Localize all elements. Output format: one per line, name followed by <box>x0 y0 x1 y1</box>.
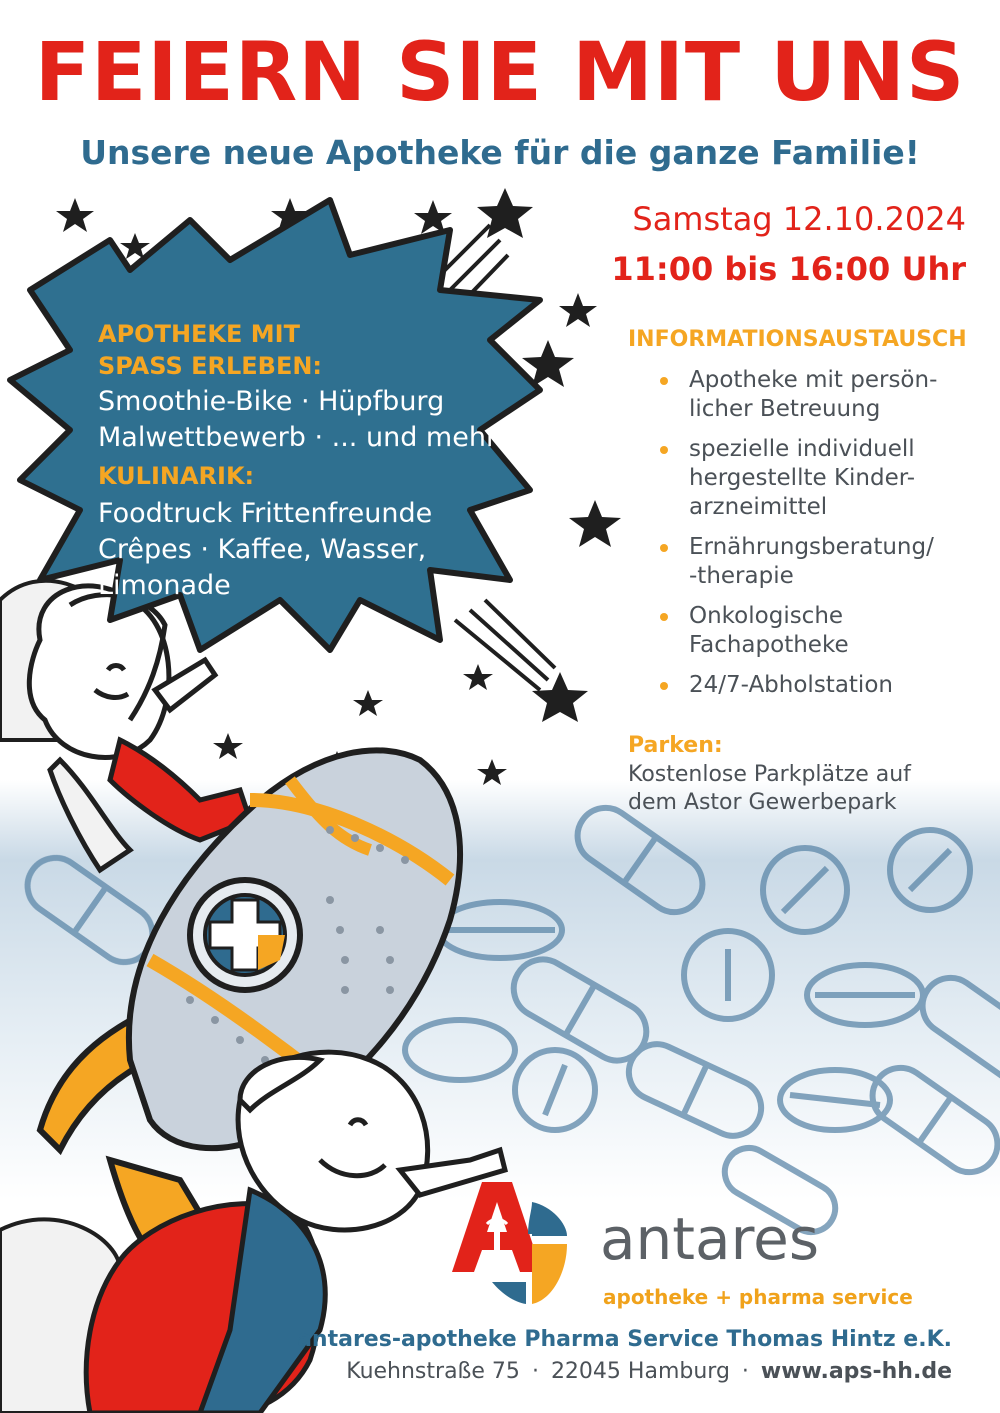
parking-text <box>628 761 988 817</box>
website-link[interactable]: www.aps-hh.de <box>760 1359 952 1384</box>
parking-line: dem Astor Gewerbepark <box>628 790 897 815</box>
event-time: 11:00 bis 16:00 Uhr <box>611 250 966 288</box>
list-item-text: 24/7-Abholstation <box>689 672 893 698</box>
list-item-text: hergestellte Kinder- <box>689 465 916 491</box>
info-list <box>660 366 980 711</box>
separator: · <box>531 1359 539 1384</box>
food-items-line3: Limonade <box>98 570 231 601</box>
event-date: Samstag 12.10.2024 <box>632 200 966 238</box>
fun-items-line2: Malwettbewerb · ... und mehr <box>98 422 498 453</box>
food-heading: KULINARIK: <box>98 462 255 490</box>
list-item <box>660 366 980 424</box>
list-item <box>660 435 980 522</box>
list-item-text: Apotheke mit persön- <box>689 367 938 393</box>
list-item-text: Onkologische <box>689 603 844 629</box>
bullet-icon <box>660 377 668 385</box>
separator: · <box>741 1359 749 1384</box>
parking-heading: Parken: <box>628 733 723 758</box>
list-item-text: arzneimittel <box>689 494 828 520</box>
page-title: FEIERN SIE MIT UNS <box>34 26 966 120</box>
list-item-text: -therapie <box>689 563 794 589</box>
apotheke-a-logo-icon <box>432 1172 592 1312</box>
list-item <box>660 533 980 591</box>
bullet-icon <box>660 544 668 552</box>
list-item-text: Ernährungsberatung/ <box>689 534 934 560</box>
parking-line: Kostenlose Parkplätze auf <box>628 762 911 787</box>
brand-name: antares <box>600 1205 820 1273</box>
list-item-text: Fachapotheke <box>689 632 849 658</box>
list-item-text: spezielle individuell <box>689 436 915 462</box>
list-item <box>660 671 980 700</box>
list-item <box>660 602 980 660</box>
fun-items-line1: Smoothie-Bike · Hüpfburg <box>98 386 445 417</box>
food-items-line2: Crêpes · Kaffee, Wasser, <box>98 534 427 565</box>
company-name: antares-apotheke Pharma Service Thomas Hintz e.K. <box>297 1327 952 1352</box>
fun-heading-line2: SPASS ERLEBEN: <box>98 352 323 380</box>
bullet-icon <box>660 446 668 454</box>
address-line <box>346 1357 952 1387</box>
city: 22045 Hamburg <box>550 1359 730 1384</box>
list-item-text: licher Betreuung <box>689 396 881 422</box>
page-subtitle: Unsere neue Apotheke für die ganze Familie! <box>80 133 920 172</box>
bullet-icon <box>660 682 668 690</box>
info-heading: INFORMATIONSAUSTAUSCH <box>628 327 967 352</box>
fun-heading-line1: APOTHEKE MIT <box>98 320 300 348</box>
bullet-icon <box>660 613 668 621</box>
brand-tagline: apotheke + pharma service <box>603 1285 913 1309</box>
street: Kuehnstraße 75 <box>346 1359 520 1384</box>
food-items-line1: Foodtruck Frittenfreunde <box>98 498 433 529</box>
